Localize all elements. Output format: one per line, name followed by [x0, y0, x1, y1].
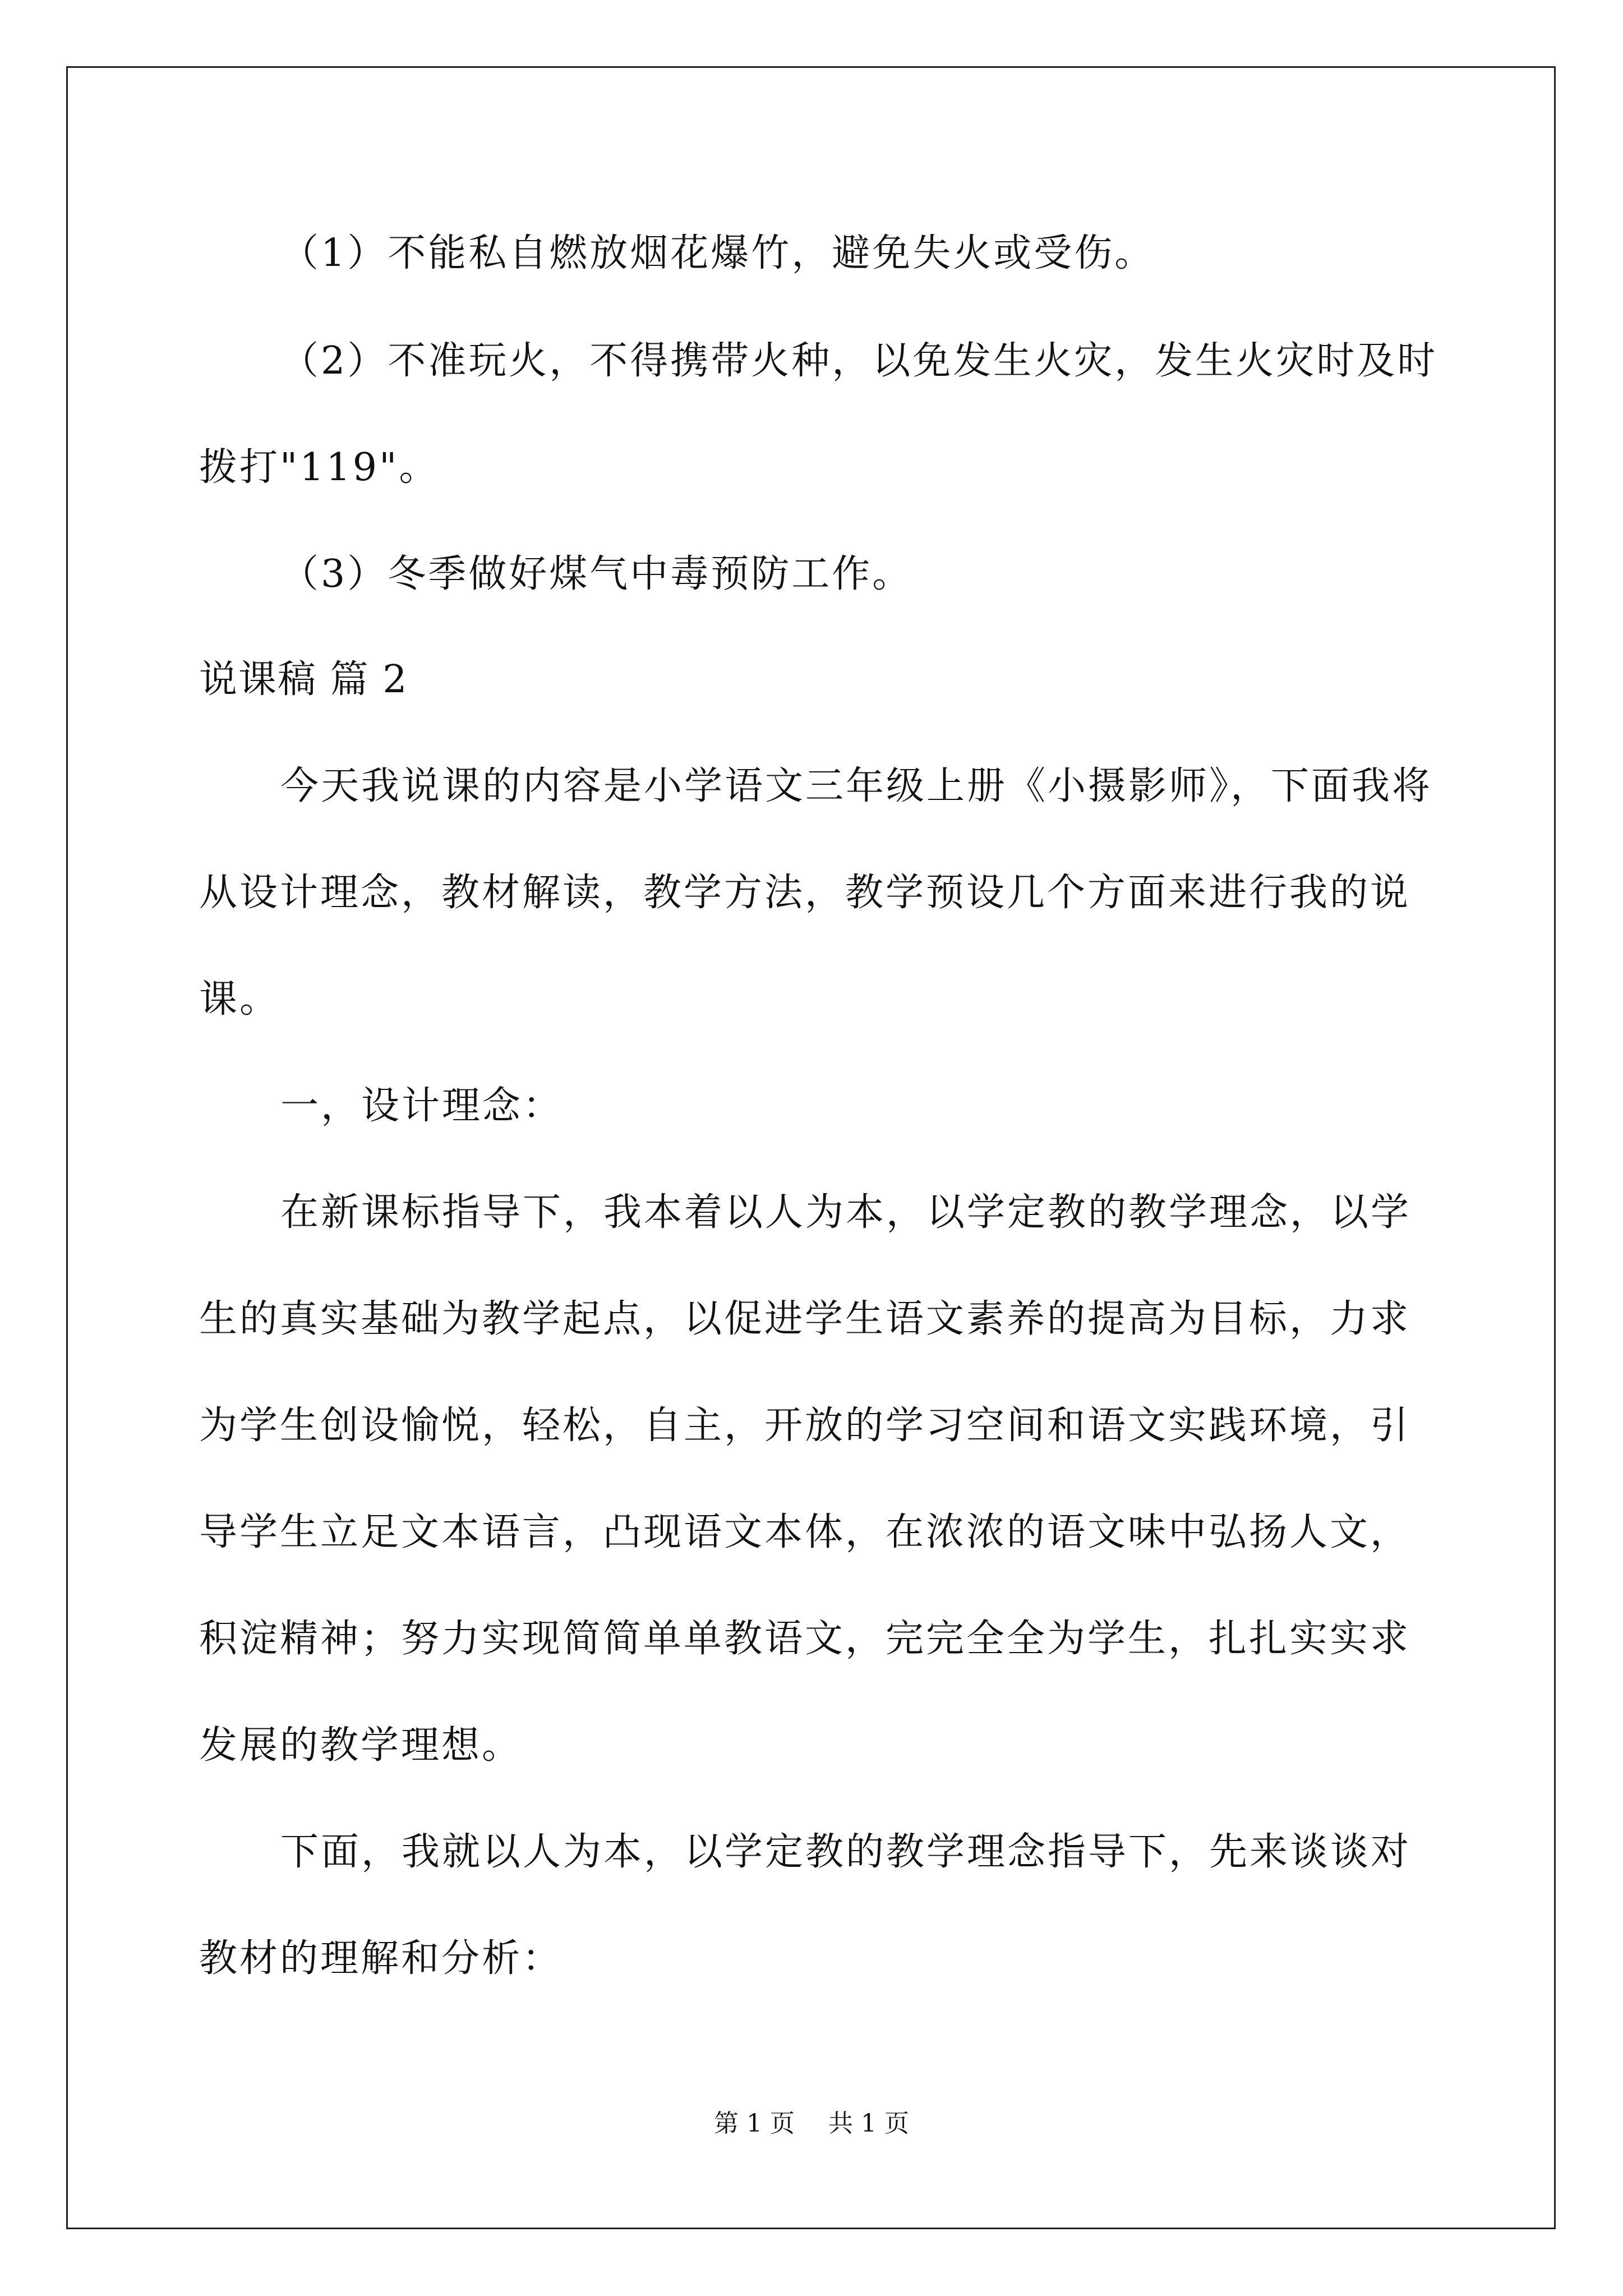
paragraph-line: 积淀精神；努力实现简简单单教语文，完完全全为学生，扎扎实实求 [199, 1617, 1411, 1661]
paragraph-line: 下面，我就以人为本，以学定教的教学理念指导下，先来谈谈对 [280, 1830, 1412, 1874]
paragraph-line: 课。 [199, 977, 280, 1022]
paragraph-line: 为学生创设愉悦，轻松，自主，开放的学习空间和语文实践环境，引 [199, 1404, 1411, 1448]
section-heading: 说课稿 篇 2 [199, 657, 408, 702]
subheading: 一，设计理念： [280, 1084, 564, 1128]
page-total: 共 1 页 [828, 2109, 909, 2138]
paragraph-line: 在新课标指导下，我本着以人为本，以学定教的教学理念，以学 [280, 1190, 1412, 1235]
paragraph-line: 教材的理解和分析： [199, 1936, 563, 1981]
paragraph-line: 今天我说课的内容是小学语文三年级上册《小摄影师》，下面我将 [280, 764, 1433, 808]
paragraph-line: 发展的教学理想。 [199, 1723, 523, 1768]
paragraph-line: （1）不能私自燃放烟花爆竹，避免失火或受伤。 [280, 231, 1155, 275]
paragraph-line: 从设计理念，教材解读，教学方法，教学预设几个方面来进行我的说 [199, 871, 1411, 915]
paragraph-line: 拨打"119"。 [199, 445, 440, 490]
paragraph-line: 导学生立足文本语言，凸现语文本体，在浓浓的语文味中弘扬人文， [199, 1510, 1411, 1554]
page-footer [0, 2111, 1623, 2136]
paragraph-line: 生的真实基础为教学起点，以促进学生语文素养的提高为目标，力求 [199, 1297, 1411, 1341]
paragraph-line: （2）不准玩火，不得携带火种，以免发生火灾，发生火灾时及时 [280, 339, 1438, 383]
page-border [66, 66, 1556, 2229]
paragraph-line: （3）冬季做好煤气中毒预防工作。 [280, 552, 913, 596]
page-number: 第 1 页 [714, 2109, 795, 2138]
